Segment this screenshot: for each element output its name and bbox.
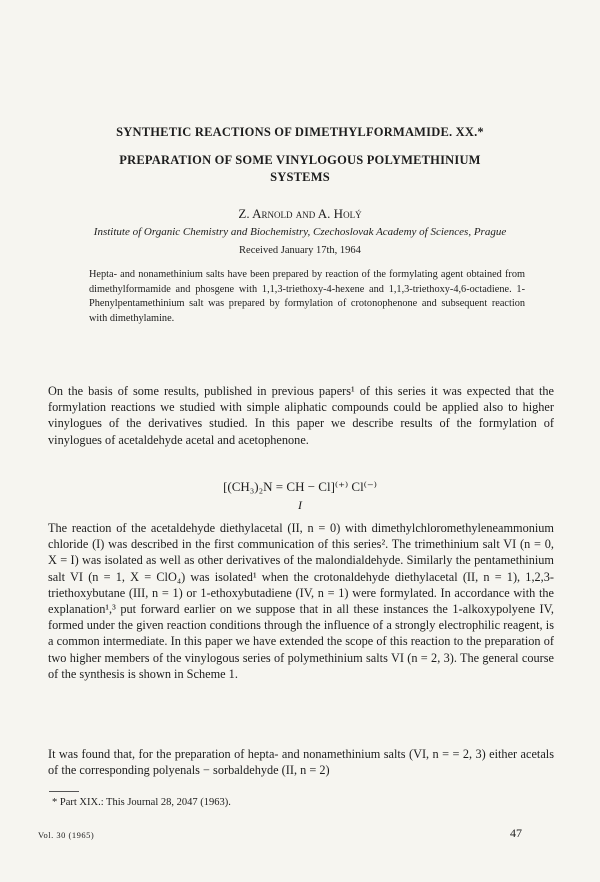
article-title-line-2: PREPARATION OF SOME VINYLOGOUS POLYMETHINIUM [119,153,481,167]
footnote-rule [49,791,79,792]
affiliation: Institute of Organic Chemistry and Biochemistry, Czechoslovak Academy of Sciences, Prague [93,226,507,238]
volume-footer: Vol. 30 (1965) [38,830,95,840]
article-title-line-3: SYSTEMS [270,170,330,184]
footnote: * Part XIX.: This Journal 28, 2047 (1963). [52,797,231,808]
abstract: Hepta- and nonamethinium salts have been prepared by reaction of the formylating agent obtained from dimethylformamide and phosgene with 1,1,3-triethoxy-4-hexene and 1,1,3-triethoxy-4,6-octadiene. 1-Phenylpentamethinium salt was prepared by formylation of crotonophenone and subsequent reaction with dimethylamine. [89,269,525,324]
received-date: Received January 17th, 1964 [239,245,361,256]
article-title-line-1: SYNTHETIC REACTIONS OF DIMETHYLFORMAMIDE. XX.* [116,125,484,139]
formula-label: I [298,498,302,512]
authors: Z. Arnold and A. Holý [238,206,362,221]
page-number: 47 [510,826,522,840]
body-paragraph-3: It was found that, for the preparation of hepta- and nonamethinium salts (VI, n = = 2, 3) either acetals of the corresponding polyenals − sorbaldehyde (II, n = 2) [48,747,554,778]
body-paragraph-1: On the basis of some results, published in previous papers¹ of this series it was expected that the formylation reactions we studied with simple aliphatic compounds could be applied also to higher vinylogues of the derivatives studied. In this paper we describe results of the formylation of vinylogues of acetaldehyde acetal and acetophenone. [48,384,554,447]
formula: [(CH₃)₂N = CH − Cl]⁽⁺⁾ Cl⁽⁻⁾ [223,479,377,494]
body-paragraph-2: The reaction of the acetaldehyde diethylacetal (II, n = 0) with dimethylchloromethyleneammonium chloride (I) was described in the first communication of this series². The trimethinium salt VI (n = 0, X = I) was isolated as well as other derivatives of the malondialdehyde. Similarly the pentamethinium salt VI (n = 1, X = ClO₄) was isolated¹ when the crotonaldehyde diethylacetal (II, n = 1), 1,2,3-triethoxybutane (III, n = 1) or 1-ethoxybutadiene (IV, n = 1) were formylated. In accordance with the explanation¹,³ put forward earlier on we suppose that in all these instances the 1-alkoxypolyene IV, formed under the given reaction conditions through the influence of a strongly electrophilic reagent, is a common intermediate. In this paper we have extended the scope of this reaction to the preparation of two higher members of the vinylogous series of polymethinium salts VI (n = 2, 3). The general course of the synthesis is shown in Scheme 1. [48,521,554,681]
